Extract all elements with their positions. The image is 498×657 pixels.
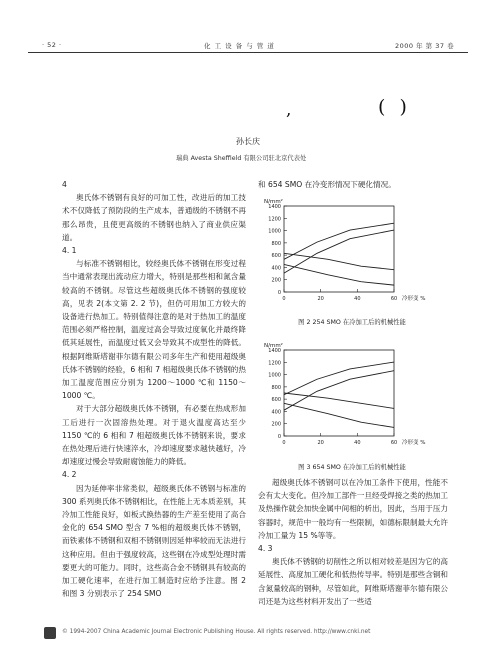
x-tick-label: 0 <box>282 440 286 446</box>
paragraph: 与标准不锈钢相比，较经奥氏体不锈钢在形变过程当中通常表现出流动应力增大，特别是那些相和氮含量较高的不锈钢。尽管这些超级奥氏体不锈钢的强度较高，见表 2(本文第 2. 2 节)，但仍可用加工方较大的设备进行热加工。特别值得注意的是对于热加工的温度范围必须严格控制，温度过高会导致过度氧化并最终降低其延展性，而温度过低又会导致其不成型性的降低。根据阿维斯塔谢菲尔德有限公司多年生产和使用超级奥氏体不锈钢的经验，6 相和 7 相超级奥氏体不锈钢的热加工温度范围应分别为 1200～1000 ℃和 1150～1000 ℃。 <box>62 259 246 401</box>
y-unit-label: N/mm² <box>264 343 283 349</box>
y-tick-label: 200 <box>271 277 281 284</box>
issue-info: 2000 年 第 37 卷 <box>395 42 455 50</box>
copyright-footer: © 1994-2007 China Academic Journal Electronic Publishing House. All rights reserved. http://www.cnki.net <box>62 629 371 635</box>
section-heading: 4. 3 <box>258 544 273 554</box>
title-parenthetical: ( ) <box>378 96 411 118</box>
x-tick-label: 20 <box>317 296 324 302</box>
y-tick-label: 400 <box>271 265 281 272</box>
section-heading: 4 <box>62 180 67 189</box>
y-tick-label: 1200 <box>268 360 281 367</box>
paragraph: 超级奥氏体不锈钢可以在冷加工条件下使用，性能不会有太大变化。但冷加工部件一旦经受焊接之类的热加工及热操作就会加快金属中间相的析出，因此，当用于压力容器时，规范中一般均有一些限制，如德标限制最大允许冷加工量为 15 %等等。 <box>258 478 448 540</box>
figure-2-caption: 图 2 254 SMO 在冷加工后的机械性能 <box>298 319 406 326</box>
x-tick-label: 0 <box>282 296 286 302</box>
y-tick-label: 1400 <box>268 348 281 354</box>
paragraph: 因为延伸率非常类似，超级奥氏体不锈钢与标准的 300 系列奥氏体不锈钢相比，在性能上无本质差别，其冷加工性能良好，如板式换热器的生产差至使用了高合金化的 654 SMO 型含 7 %相的超级奥氏体不锈钢，而铁素体不锈钢和双相不锈钢则因延伸率较而无法进行这种应用。但由于强度较高，这些钢在冷成型处理时需要更大的可能力。同时，这些高合金不锈钢具有较高的加工硬化速率，在进行加工制造时应给予注意。图 2 和图 3 分别表示了 254 SMO <box>62 483 246 599</box>
figure-3-chart <box>258 338 448 450</box>
y-unit-label: N/mm² <box>264 199 283 205</box>
x-tick-label: 60 <box>390 296 398 302</box>
y-tick-label: 600 <box>271 253 281 260</box>
figure-3-caption: 图 3 654 SMO 在冷加工后的机械性能 <box>298 464 406 471</box>
left-column-blocks <box>62 178 246 601</box>
page-number: · 52 · <box>42 41 62 49</box>
y-tick-label: 600 <box>271 397 281 404</box>
y-tick-label: 0 <box>277 434 281 440</box>
x-tick-label: 40 <box>354 296 361 302</box>
data-curve <box>284 403 394 427</box>
x-tick-label: 20 <box>317 440 324 446</box>
data-curve <box>284 223 394 259</box>
y-tick-label: 800 <box>271 384 281 391</box>
section-heading: 4. 2 <box>62 470 77 480</box>
y-tick-label: 200 <box>271 421 281 428</box>
title-comma: , <box>286 100 292 120</box>
plot-frame <box>284 206 394 292</box>
x-axis-label: 冷形变 % <box>402 296 426 302</box>
section-heading: 4. 1 <box>62 246 77 256</box>
x-tick-label: 40 <box>354 440 361 446</box>
x-axis-label: 冷形变 % <box>402 440 426 446</box>
author-affiliation: 瑞典 Avesta Sheffield 有限公司驻北京代表处 <box>176 155 307 162</box>
paragraph: 奥氏体不锈钢的切削性之所以相对较差是因为它的高延展性、高度加工硬化和低热传导率。特别是那些含铜和含氮量较高的钢种，尽管如此，阿维斯塔谢菲尔德有限公司还是为这些材料开发出了一些适 <box>258 557 448 606</box>
data-curve <box>284 362 394 395</box>
data-curve <box>284 230 394 273</box>
paragraph: 奥氏体不锈钢有良好的可加工性，改进后的加工技术不仅降低了预防段的生产成本，普通级的不锈钢不再那么昂贵，且使更高级的不锈钢也纳入了商业供应渠道。 <box>62 193 246 242</box>
header-rule <box>28 52 468 53</box>
left-column <box>62 178 246 601</box>
right-intro-text: 和 654 SMO 在冷变形情况下硬化情况。 <box>258 180 396 189</box>
y-tick-label: 1000 <box>268 372 281 379</box>
right-column-intro <box>258 178 448 191</box>
data-curve <box>284 253 394 269</box>
y-tick-label: 0 <box>277 290 281 296</box>
right-column-blocks <box>258 476 448 608</box>
y-tick-label: 1000 <box>268 228 281 235</box>
paragraph: 对于大部分超级奥氏体不锈钢，有必要在热成形加工后进行一次固溶热处理。对于退火温度高达至少 1150 ℃的 6 相和 7 相超级奥氏体不锈钢来说，要求在热处理后进行快速淬水，冷却速度要求越快越好，冷却速度过慢会导致耐腐蚀能力的降低。 <box>62 404 246 467</box>
y-tick-label: 400 <box>271 409 281 416</box>
plot-frame <box>284 350 394 436</box>
right-column-body <box>258 476 448 608</box>
x-tick-label: 60 <box>390 440 398 446</box>
y-tick-label: 800 <box>271 240 281 247</box>
y-tick-label: 1400 <box>268 204 281 210</box>
data-curve <box>284 371 394 411</box>
figure-2-chart <box>258 194 448 306</box>
journal-name: 化 工 设 备 与 管 道 <box>204 42 275 50</box>
publisher-logo-icon <box>44 627 56 639</box>
y-tick-label: 1200 <box>268 216 281 223</box>
author-name: 孙长庆 <box>236 137 260 146</box>
